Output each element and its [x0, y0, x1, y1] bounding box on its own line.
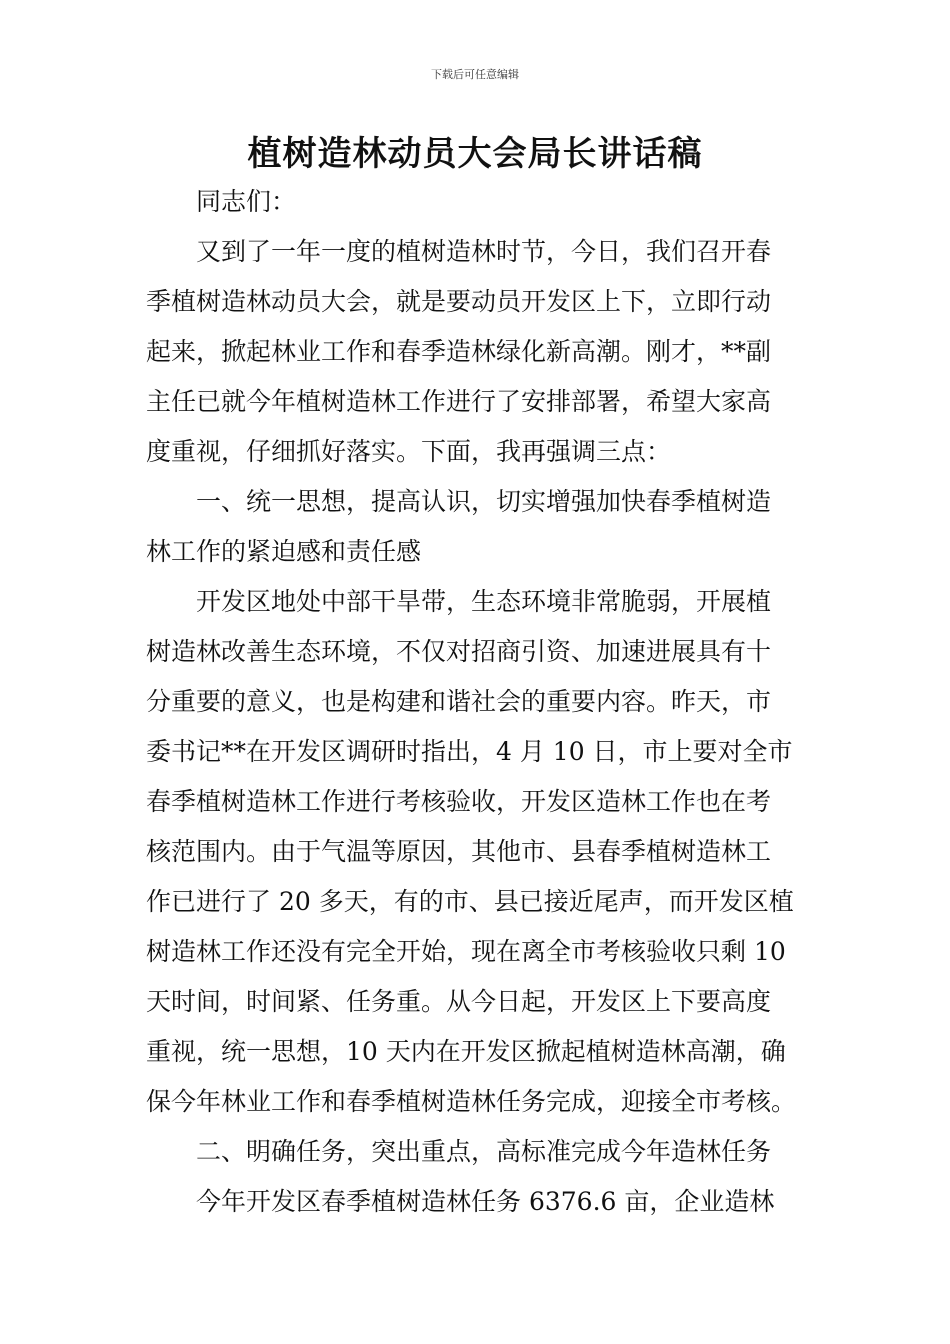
body-line: 委书记**在开发区调研时指出，4 月 10 日，市上要对全市	[146, 737, 793, 766]
body-line: 季植树造林动员大会，就是要动员开发区上下，立即行动	[146, 287, 772, 316]
section-heading-line: 二、明确任务，突出重点，高标准完成今年造林任务	[196, 1137, 772, 1166]
section-heading-line: 一、统一思想，提高认识，切实增强加快春季植树造	[196, 487, 772, 516]
header-note: 下载后可任意编辑	[431, 68, 519, 81]
body-line: 作已进行了 20 多天，有的市、县已接近尾声，而开发区植	[146, 887, 794, 916]
salutation-line: 同志们：	[196, 187, 297, 216]
body-line: 度重视，仔细抓好落实。下面，我再强调三点：	[146, 437, 672, 466]
body-line: 起来，掀起林业工作和春季造林绿化新高潮。刚才，**副	[146, 337, 772, 366]
body-line: 分重要的意义，也是构建和谐社会的重要内容。昨天，市	[146, 687, 772, 716]
body-line: 主任已就今年植树造林工作进行了安排部署，希望大家高	[146, 387, 772, 416]
body-line: 重视，统一思想，10 天内在开发区掀起植树造林高潮，确	[146, 1037, 786, 1066]
body-line: 春季植树造林工作进行考核验收，开发区造林工作也在考	[146, 787, 772, 816]
body-line: 树造林改善生态环境，不仅对招商引资、加速进展具有十	[146, 637, 772, 666]
section-heading-line: 林工作的紧迫感和责任感	[146, 537, 422, 566]
body-line: 天时间，时间紧、任务重。从今日起，开发区上下要高度	[146, 987, 772, 1016]
body-line: 核范围内。由于气温等原因，其他市、县春季植树造林工	[146, 837, 772, 866]
body-line: 今年开发区春季植树造林任务 6376.6 亩，企业造林	[196, 1187, 775, 1216]
body-line: 开发区地处中部干旱带，生态环境非常脆弱，开展植	[196, 587, 772, 616]
body-line: 保今年林业工作和春季植树造林任务完成，迎接全市考核。	[146, 1087, 797, 1116]
document-title: 植树造林动员大会局长讲话稿	[247, 134, 703, 174]
body-line: 树造林工作还没有完全开始，现在离全市考核验收只剩 10	[146, 937, 786, 966]
body-line: 又到了一年一度的植树造林时节，今日，我们召开春	[196, 237, 772, 266]
